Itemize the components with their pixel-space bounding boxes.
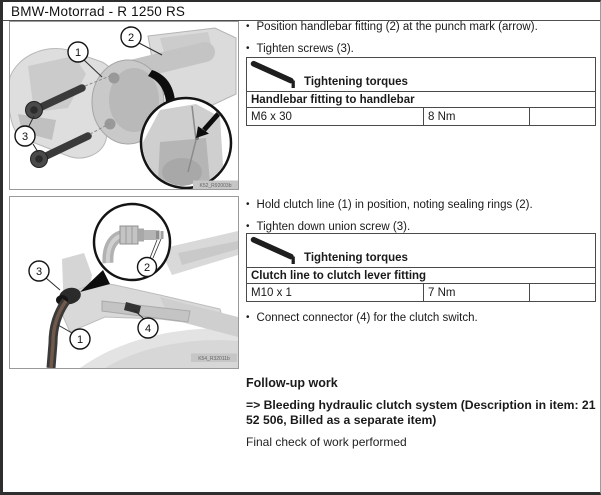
svg-text:3: 3 (21, 131, 29, 143)
fastener-spec-cell: M6 x 30 (247, 108, 424, 125)
instruction-bullet (246, 220, 596, 234)
torque-table-title: Tightening torques (304, 252, 408, 264)
torque-table-row (247, 284, 595, 301)
page-title: BMW-Motorrad - R 1250 RS (11, 4, 186, 19)
torque-wrench-icon (249, 60, 301, 88)
figure-caption (191, 354, 237, 363)
torque-table-title: Tightening torques (304, 76, 408, 88)
torque-value-cell: 8 Nm (424, 108, 530, 125)
torque-table-header (247, 234, 595, 268)
clutch-hose (51, 301, 66, 368)
followup-reference: => Bleeding hydraulic clutch system (Description in item: 21 52 506, Billed as a separate item) (246, 398, 596, 427)
note-cell (530, 108, 595, 125)
svg-text:2: 2 (127, 32, 135, 44)
svg-text:4: 4 (144, 323, 152, 335)
bullet-text: • Connect connector (4) for the clutch switch. (256, 312, 478, 324)
torque-table-row (247, 108, 595, 125)
clutch-line-illustration (10, 197, 238, 368)
bullet-text: • Tighten down union screw (3). (256, 221, 411, 233)
svg-text:K54_R32011b: K54_R32011b (198, 356, 230, 362)
svg-text:2: 2 (143, 262, 151, 274)
callout-2 (138, 258, 157, 277)
fastener-spec-cell: M10 x 1 (247, 284, 424, 301)
torque-value-cell: 7 Nm (424, 284, 530, 301)
torque-table-clutch (246, 233, 596, 302)
torque-table-subheader: Handlebar fitting to handlebar (247, 92, 595, 108)
bullet-text: • Hold clutch line (1) in position, noting sealing rings (2). (256, 199, 533, 211)
handlebar-fitting-illustration (10, 22, 238, 189)
instruction-bullet (246, 42, 596, 56)
torque-table-header (247, 58, 595, 92)
svg-text:3: 3 (35, 266, 43, 278)
punch-mark-magnifier (141, 98, 231, 188)
bullet-text: • Tighten screws (3). (256, 43, 354, 55)
torque-table-subheader: Clutch line to clutch lever fitting (247, 268, 595, 284)
callout-3 (29, 261, 60, 290)
instruction-bullet (246, 311, 596, 325)
svg-text:1: 1 (76, 334, 84, 346)
sealing-ring-magnifier (94, 204, 170, 280)
note-cell (530, 284, 595, 301)
svg-text:K52_R92003b: K52_R92003b (199, 183, 232, 189)
svg-text:1: 1 (74, 47, 82, 59)
instruction-bullet (246, 20, 596, 34)
figure-handlebar-fitting (9, 21, 239, 190)
figure-caption (193, 181, 238, 190)
torque-wrench-icon (249, 236, 301, 264)
followup-heading: Follow-up work (246, 376, 338, 390)
torque-table-handlebar (246, 57, 596, 126)
figure-clutch-line (9, 196, 239, 369)
bullet-text: • Position handlebar fitting (2) at the punch mark (arrow). (256, 21, 538, 33)
final-check-note: Final check of work performed (246, 435, 407, 449)
instruction-bullet (246, 198, 596, 212)
